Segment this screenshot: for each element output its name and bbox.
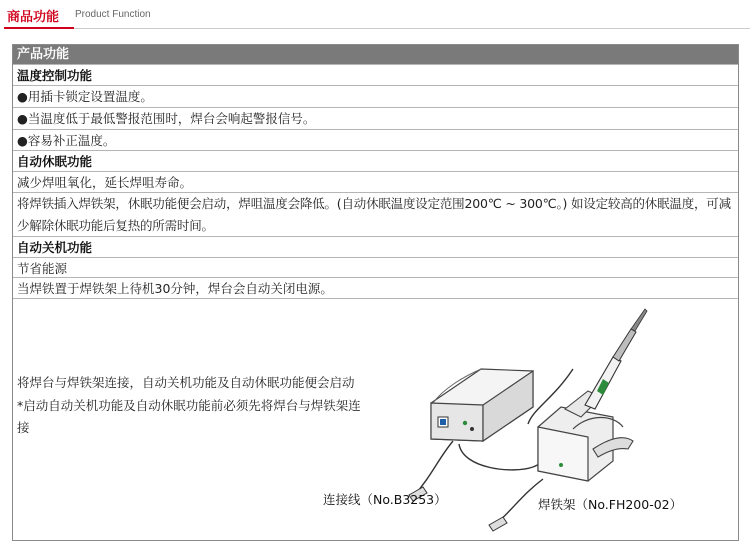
soldering-station-body <box>431 369 533 441</box>
header-divider <box>74 28 750 29</box>
header-accent-line <box>4 27 74 29</box>
illustration-text-2: *启动自动关机功能及自动休眠功能前必须先将焊台与焊铁架连接 <box>17 397 361 435</box>
illustration-text-1: 将焊台与焊铁架连接，自动关机功能及自动休眠功能便会启动 <box>17 375 355 390</box>
soldering-iron <box>585 309 647 409</box>
auto-shutdown-line-2: 当焊铁置于焊铁架上待机30分钟，焊台会自动关闭电源。 <box>13 278 738 299</box>
temp-control-item-3: ●容易补正温度。 <box>13 130 738 151</box>
auto-sleep-line-2: 将焊铁插入焊铁架，休眠功能便会启动，焊咀温度会降低。(自动休眠温度设定范围200℃ ~ 300℃。) 如设定较高的休眠温度，可减少解除休眠功能后复热的所需时间。 <box>13 193 738 237</box>
auto-shutdown-line-1: 节省能源 <box>13 258 738 278</box>
header-title-zh: 商品功能 <box>7 10 60 25</box>
header-title-en: Product Function <box>75 9 151 20</box>
temp-control-item-1: ●用插卡锁定设置温度。 <box>13 86 738 108</box>
table-section-title: 产品功能 <box>13 45 738 65</box>
auto-sleep-line-1: 减少焊咀氧化，延长焊咀寿命。 <box>13 172 738 193</box>
temp-control-item-2: ●当温度低于最低警报范围时，焊台会响起警报信号。 <box>13 108 738 130</box>
caption-cable: 连接线（No.B3253） <box>323 492 447 507</box>
temp-control-title: 温度控制功能 <box>13 65 738 86</box>
function-table <box>12 44 739 541</box>
section-header <box>0 0 750 30</box>
auto-sleep-title: 自动休眠功能 <box>13 151 738 172</box>
caption-holder: 焊铁架（No.FH200-02） <box>538 497 683 512</box>
illustration-row <box>13 299 738 540</box>
auto-shutdown-title: 自动关机功能 <box>13 237 738 258</box>
